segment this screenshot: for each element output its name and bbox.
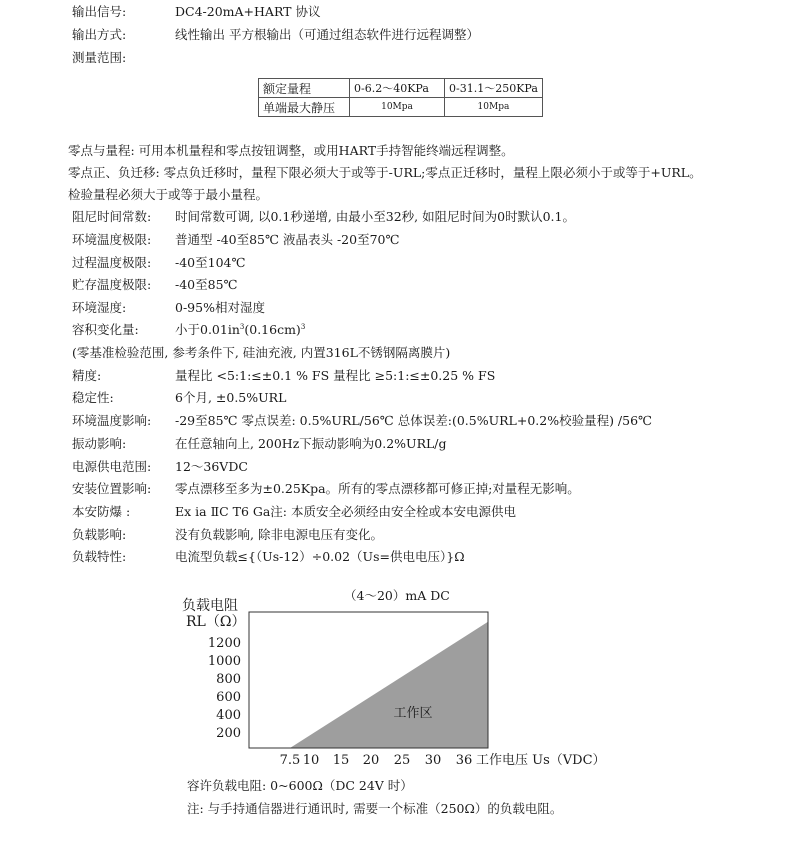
- table-row: [259, 98, 543, 117]
- reference-note: (零基准检验范围, 参考条件下, 硅油充液, 内置316L不锈钢隔离膜片): [72, 345, 451, 360]
- allowed-load-text: 容许负载电阻: 0~600Ω（DC 24V 时）: [187, 778, 413, 793]
- working-area-label: 工作区: [393, 706, 433, 721]
- damping-label: 阻尼时间常数:: [72, 209, 152, 224]
- load-characteristic-value: 电流型负载≤{（Us-12）÷0.02（Us=供电电压）}Ω: [175, 549, 465, 564]
- table-cell: 0-31.1～250KPa: [445, 79, 543, 98]
- storage-temp-value: -40至85℃: [175, 277, 238, 292]
- x-tick-labels: [280, 753, 473, 768]
- accuracy-label: 精度:: [72, 368, 102, 383]
- mount-effect-label: 安装位置影响:: [72, 481, 152, 496]
- vibration-value: 在任意轴向上, 200Hz下振动影响为0.2%URL/g: [175, 436, 447, 451]
- power-supply-label: 电源供电范围:: [72, 459, 152, 474]
- explosion-proof-value: Ex ia ⅡC T6 Ga注: 本质安全必须经由安全栓或本安电源供电: [175, 504, 516, 519]
- process-temp-value: -40至104℃: [175, 255, 246, 270]
- load-effect-value: 没有负载影响, 除非电源电压有变化。: [175, 527, 383, 542]
- mount-effect-value: 零点漂移至多为±0.25Kpa。所有的零点漂移都可修正掉;对量程无影响。: [175, 481, 580, 496]
- x-tick-label: 30: [424, 753, 442, 768]
- y-tick-label: 200: [216, 726, 241, 741]
- output-signal-label: 输出信号:: [72, 4, 127, 19]
- damping-value: 时间常数可调, 以0.1秒递增, 由最小至32秒, 如阻尼时间为0时默认0.1。: [175, 209, 575, 224]
- table-cell: 0-6.2～40KPa: [350, 79, 445, 98]
- volume-change-label: 容积变化量:: [72, 322, 139, 337]
- table-cell: 10Mpa: [445, 98, 543, 117]
- volume-sup-1: 3: [239, 322, 245, 331]
- y-axis-unit-label: RL（Ω）: [186, 614, 246, 630]
- power-supply-value: 12～36VDC: [175, 459, 248, 474]
- zero-shift-paragraph: 零点正、负迁移: 零点负迁移时，量程下限必须大于或等于-URL;零点正迁移时，量程上限必须小于或等于+URL。: [68, 165, 702, 180]
- volume-change-value: [175, 322, 305, 338]
- explosion-proof-label: 本安防爆 :: [72, 504, 131, 519]
- y-tick-label: 800: [216, 672, 241, 687]
- process-temp-label: 过程温度极限:: [72, 255, 152, 270]
- output-mode-value: 线性输出 平方根输出（可通过组态软件进行远程调整）: [175, 27, 479, 42]
- stability-label: 稳定性:: [72, 390, 114, 405]
- load-characteristic-label: 负载特性:: [72, 549, 127, 564]
- ambient-effect-value: -29至85℃ 零点误差: 0.5%URL/56℃ 总体误差:(0.5%URL+0.2%校验量程) /56℃: [175, 413, 653, 428]
- footer-note: 注: 与手持通信器进行通讯时, 需要一个标准（250Ω）的负载电阻。: [187, 801, 563, 816]
- output-signal-value: DC4-20mA+HART 协议: [175, 4, 321, 19]
- y-tick-labels: [208, 636, 241, 741]
- table-cell: 单端最大静压: [259, 98, 350, 117]
- storage-temp-label: 贮存温度极限:: [72, 277, 152, 292]
- humidity-value: 0-95%相对湿度: [175, 300, 265, 315]
- x-tick-label: 7.5: [279, 753, 301, 768]
- y-tick-label: 1200: [207, 636, 241, 651]
- vibration-label: 振动影响:: [72, 436, 127, 451]
- table-row: [259, 79, 543, 98]
- ambient-temp-value: 普通型 -40至85℃ 液晶表头 -20至70℃: [175, 232, 400, 247]
- x-axis-label: 工作电压 Us（VDC）: [476, 753, 606, 768]
- x-tick-label: 10: [302, 753, 320, 768]
- measure-range-label: 测量范围:: [72, 50, 127, 65]
- humidity-label: 环境湿度:: [72, 300, 127, 315]
- volume-prefix: 小于0.01in: [175, 322, 240, 337]
- ambient-temp-label: 环境温度极限:: [72, 232, 152, 247]
- zero-shift-paragraph-cont: 检验量程必须大于或等于最小量程。: [68, 187, 269, 202]
- x-tick-label: 25: [393, 753, 411, 768]
- y-axis-label: 负载电阻: [182, 598, 238, 614]
- chart-title: （4～20）mA DC: [344, 588, 450, 603]
- x-tick-label: 15: [332, 753, 350, 768]
- y-tick-label: 1000: [207, 654, 241, 669]
- range-table: [258, 78, 543, 117]
- load-resistance-chart: [180, 582, 620, 772]
- y-tick-label: 600: [216, 690, 241, 705]
- ambient-effect-label: 环境温度影响:: [72, 413, 152, 428]
- table-cell: 额定量程: [259, 79, 350, 98]
- accuracy-value: 量程比 <5:1:≤±0.1 % FS 量程比 ≥5:1:≤±0.25 % FS: [175, 368, 496, 383]
- y-tick-label: 400: [216, 708, 241, 723]
- x-tick-label: 20: [362, 753, 380, 768]
- working-area: [290, 622, 488, 748]
- load-effect-label: 负载影响:: [72, 527, 127, 542]
- volume-middle: (0.16cm): [244, 322, 301, 337]
- zero-span-paragraph: 零点与量程: 可用本机量程和零点按钮调整，或用HART手持智能终端远程调整。: [68, 143, 514, 158]
- output-mode-label: 输出方式:: [72, 27, 127, 42]
- x-tick-label: 36: [455, 753, 473, 768]
- stability-value: 6个月, ±0.5%URL: [175, 390, 287, 405]
- volume-sup-2: 3: [300, 322, 306, 331]
- table-cell: 10Mpa: [350, 98, 445, 117]
